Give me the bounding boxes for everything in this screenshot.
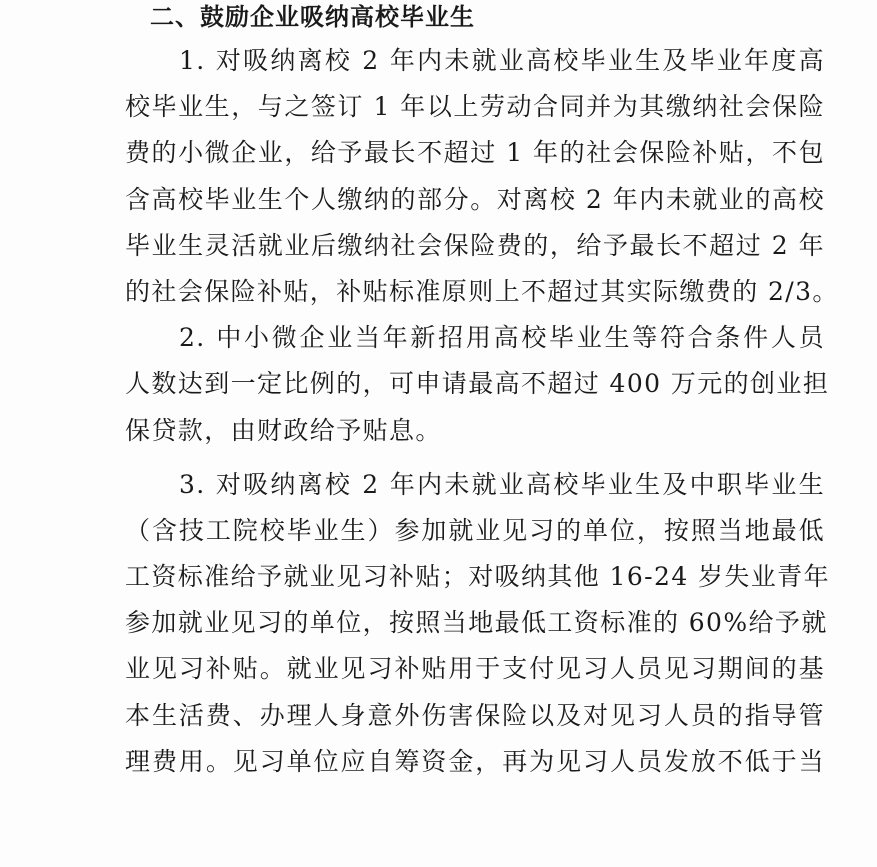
paragraph-2 — [125, 315, 830, 454]
text-line: （含技工院校毕业生）参加就业见习的单位，按照当地最低 — [125, 515, 825, 545]
text-line: 本生活费、办理人身意外伤害保险以及对见习人员的指导管 — [125, 700, 825, 730]
text-line: 3. 对吸纳离校 2 年内未就业高校毕业生及中职毕业生 — [179, 469, 825, 499]
text-line: 理费用。见习单位应自筹资金，再为见习人员发放不低于当 — [125, 746, 825, 776]
paragraph-gap — [125, 454, 825, 462]
paragraph-1 — [125, 38, 839, 315]
section-heading: 二、鼓励企业吸纳高校毕业生 — [150, 3, 475, 31]
text-line: 费的小微企业，给予最长不超过 1 年的社会保险补贴，不包 — [125, 138, 825, 168]
text-line: 2. 中小微企业当年新招用高校毕业生等符合条件人员 — [179, 323, 825, 353]
text-line: 人数达到一定比例的，可申请最高不超过 400 万元的创业担 — [125, 369, 830, 399]
text-line: 含高校毕业生个人缴纳的部分。对离校 2 年内未就业的高校 — [125, 184, 825, 214]
text-line: 毕业生灵活就业后缴纳社会保险费的，给予最长不超过 2 年 — [125, 230, 825, 260]
document-body — [125, 38, 839, 785]
text-line: 保贷款，由财政给予贴息。 — [125, 415, 442, 445]
text-line: 1. 对吸纳离校 2 年内未就业高校毕业生及毕业年度高 — [179, 46, 825, 75]
text-line: 参加就业见习的单位，按照当地最低工资标准的 60%给予就 — [125, 608, 828, 638]
paragraph-3 — [125, 462, 830, 785]
text-line: 校毕业生，与之签订 1 年以上劳动合同并为其缴纳社会保险 — [125, 92, 825, 122]
text-line: 的社会保险补贴，补贴标准原则上不超过其实际缴费的 2/3。 — [125, 276, 839, 306]
text-line: 业见习补贴。就业见习补贴用于支付见习人员见习期间的基 — [125, 654, 825, 684]
text-line: 工资标准给予就业见习补贴；对吸纳其他 16-24 岁失业青年 — [125, 562, 830, 592]
